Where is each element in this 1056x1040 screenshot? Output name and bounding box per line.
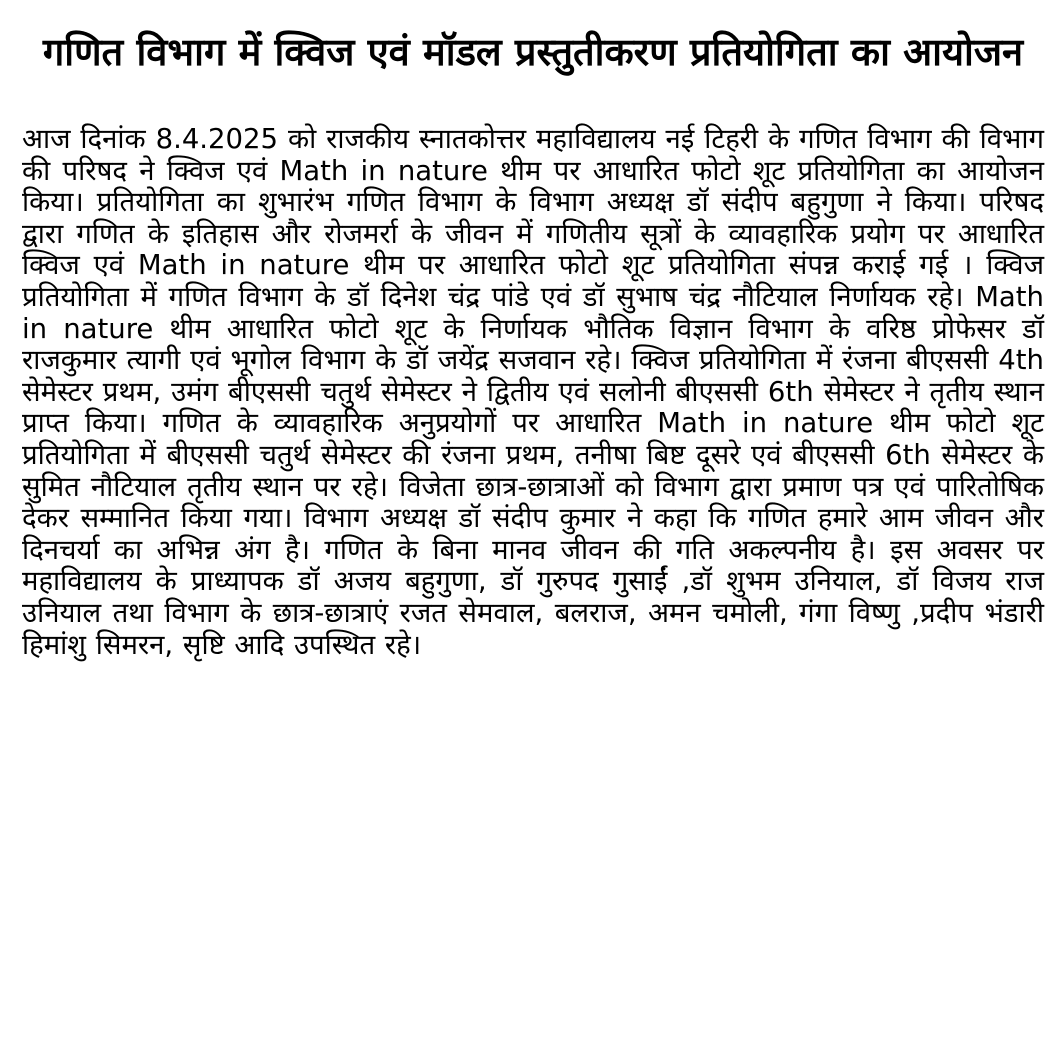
document-title: गणित विभाग में क्विज एवं मॉडल प्रस्तुतीकरण प्रतियोगिता का आयोजन (42, 30, 1024, 74)
document-body: आज दिनांक 8.4.2025 को राजकीय स्नातकोत्तर महाविद्यालय नई टिहरी के गणित विभाग की विभाग की परिषद ने क्विज एवं Math in nature थीम पर आधारित फोटो शूट प्रतियोगिता का आयोजन किया। प्रतियोगिता का शुभारंभ गणित विभाग के विभाग अध्यक्ष डॉ संदीप बहुगुणा ने किया। परिषद द्वारा गणित के इतिहास और रोजमर्रा के जीवन में गणितीय सूत्रों के व्यावहारिक प्रयोग पर आधारित क्विज एवं Math in nature थीम पर आधारित फोटो शूट प्रतियोगिता संपन्न कराई गई । क्विज प्रतियोगिता में गणित विभाग के डॉ दिनेश चंद्र पांडे एवं डॉ सुभाष चंद्र नौटियाल निर्णायक रहे। Math in nature थीम आधारित फोटो शूट के निर्णायक भौतिक विज्ञान विभाग के वरिष्ठ प्रोफेसर डॉ राजकुमार त्यागी एवं भूगोल विभाग के डॉ जयेंद्र सजवान रहे। क्विज प्रतियोगिता में रंजना बीएससी 4th सेमेस्टर प्रथम, उमंग बीएससी चतुर्थ सेमेस्टर ने द्वितीय एवं सलोनी बीएससी 6th सेमेस्टर ने तृतीय स्थान प्राप्त किया। गणित के व्यावहारिक अनुप्रयोगों पर आधारित Math in nature थीम फोटो शूट प्रतियोगिता में बीएससी चतुर्थ सेमेस्टर की रंजना प्रथम, तनीषा बिष्ट दूसरे एवं बीएससी 6th सेमेस्टर के सुमित नौटियाल तृतीय स्थान पर रहे। विजेता छात्र-छात्राओं को विभाग द्वारा प्रमाण पत्र एवं पारितोषिक देकर सम्मानित किया गया। विभाग अध्यक्ष डॉ संदीप कुमार ने कहा कि गणित हमारे आम जीवन और दिनचर्या का अभिन्न अंग है। गणित के बिना मानव जीवन की गति अकल्पनीय है। इस अवसर पर महाविद्यालय के प्राध्यापक डॉ अजय बहुगुणा, डॉ गुरुपद गुसाईं ,डॉ शुभम उनियाल, डॉ विजय राज उनियाल तथा विभाग के छात्र-छात्राएं रजत सेमवाल, बलराज, अमन चमोली, गंगा विष्णु ,प्रदीप भंडारी हिमांशु सिमरन, सृष्टि आदि उपस्थित रहे। (22, 123, 1045, 661)
